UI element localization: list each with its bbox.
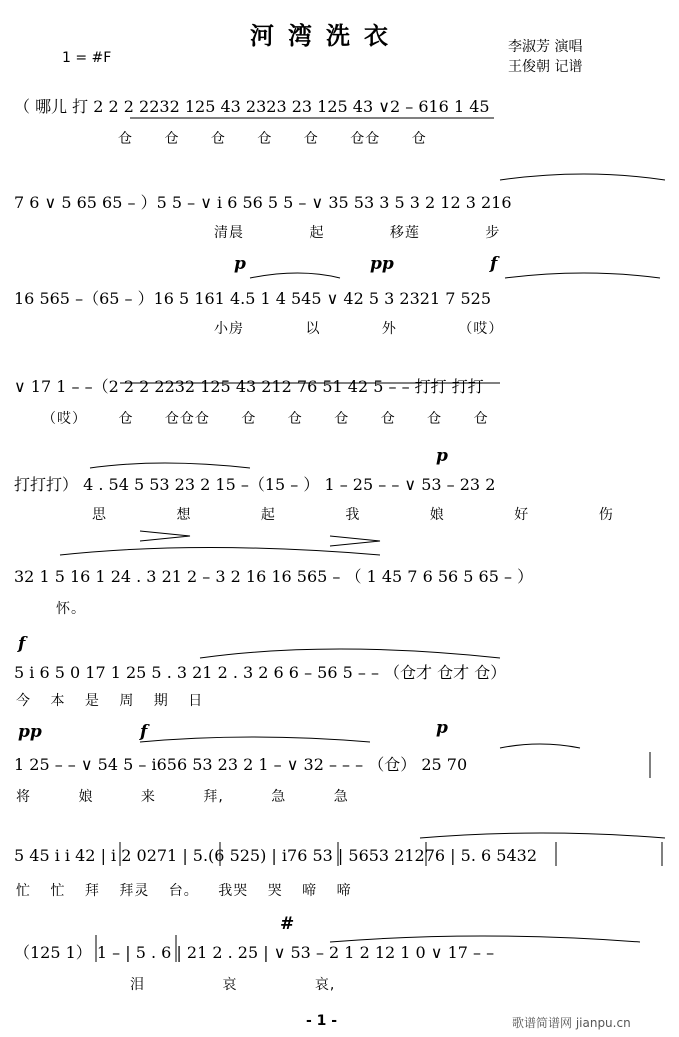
slur (200, 649, 500, 658)
dynamic-f: f (140, 722, 148, 742)
notation-line-2: 7 6 ∨ 5 65 65 – ）5 5 – ∨ i 6 56 5 5 – ∨ 35 53 3 5 3 2 12 3 216 (14, 193, 512, 212)
sharp-mark: # (280, 914, 295, 934)
dynamic-f: f (490, 254, 498, 274)
dynamic-p: p (234, 254, 246, 274)
notation-line-7: 5 i 6 5 0 17 1 25 5 . 3 21 2 . 3 2 6 6 – 56 5 – – （仓才 仓才 仓） (14, 663, 507, 682)
transcriber-credit: 王俊朝 记谱 (508, 59, 583, 75)
slur (500, 174, 665, 180)
slur (90, 463, 250, 468)
lyrics-line-3: 小房 以 外 （哎） (214, 321, 504, 337)
notation-line-4: ∨ 17 1 – –（2 2 2 2232 125 43 212 76 51 42 5 – – 打打 打打 (14, 377, 484, 396)
notation-line-8: 1 25 – – ∨ 54 5 – i656 53 23 2 1 – ∨ 32 – – – （仓） 25 70 (14, 755, 468, 774)
slur (140, 737, 370, 742)
lyrics-line-7: 今 本 是 周 期 日 (16, 693, 204, 709)
lyrics-line-8: 将 娘 来 拜, 急 急 (16, 789, 349, 805)
decrescendo-mark (330, 536, 380, 546)
notation-line-10: （125 1） 1 – | 5 . 6 | 21 2 . 25 | ∨ 53 – 2 1 2 12 1 0 ∨ 17 – – (14, 943, 495, 962)
lyrics-line-10: 泪 哀 哀, (130, 977, 336, 993)
notation-line-5: 打打打） 4 . 54 5 53 23 2 15 –（15 – ） 1 – 25 – – ∨ 53 – 23 2 (14, 475, 496, 494)
key-signature: 1 = #F (62, 50, 112, 66)
lyrics-line-4: （哎） 仓 仓仓仓 仓 仓 仓 仓 仓 仓 (42, 411, 489, 427)
page-title: 河湾洗衣 (250, 21, 402, 50)
notation-line-1: （ 哪儿 打 2 2 2 2232 125 43 2323 23 125 43 ∨2 – 616 1 45 (14, 97, 490, 116)
slur (420, 833, 665, 838)
dynamic-pp: pp (18, 722, 42, 742)
notation-line-3: 16 565 –（65 – ）16 5 161 4.5 1 4 545 ∨ 42 5 3 2321 7 525 (14, 289, 492, 308)
slur (250, 273, 340, 278)
lyrics-line-1: 仓 仓 仓 仓 仓 仓仓 仓 (118, 131, 427, 147)
notation-line-6: 32 1 5 16 1 24 . 3 21 2 – 3 2 16 16 565 – （ 1 45 7 6 56 5 65 – ） (14, 567, 534, 586)
notation-line-9: 5 45 i i 42 | i 2 0271 | 5.(6 525) | i76 53 | 5653 21276 | 5. 6 5432 (14, 846, 537, 865)
slur (505, 273, 660, 278)
crescendo-mark (140, 531, 190, 541)
dynamic-p: p (436, 718, 448, 738)
slur (60, 548, 380, 556)
page-number: - 1 - (306, 1013, 338, 1029)
lyrics-line-6: 怀。 (56, 601, 86, 617)
lyrics-line-2: 清晨 起 移莲 步 (214, 225, 501, 241)
dynamic-f: f (18, 634, 26, 654)
dynamic-p: p (436, 446, 448, 466)
watermark: 歌谱简谱网 jianpu.cn (512, 1016, 631, 1030)
slur (500, 744, 580, 748)
lyrics-line-9: 忙 忙 拜 拜灵 台。 我哭 哭 啼 啼 (16, 883, 352, 899)
lyrics-line-5: 思 想 起 我 娘 好 伤 (92, 507, 614, 523)
singer-credit: 李淑芳 演唱 (508, 39, 583, 55)
dynamic-pp: pp (370, 254, 394, 274)
